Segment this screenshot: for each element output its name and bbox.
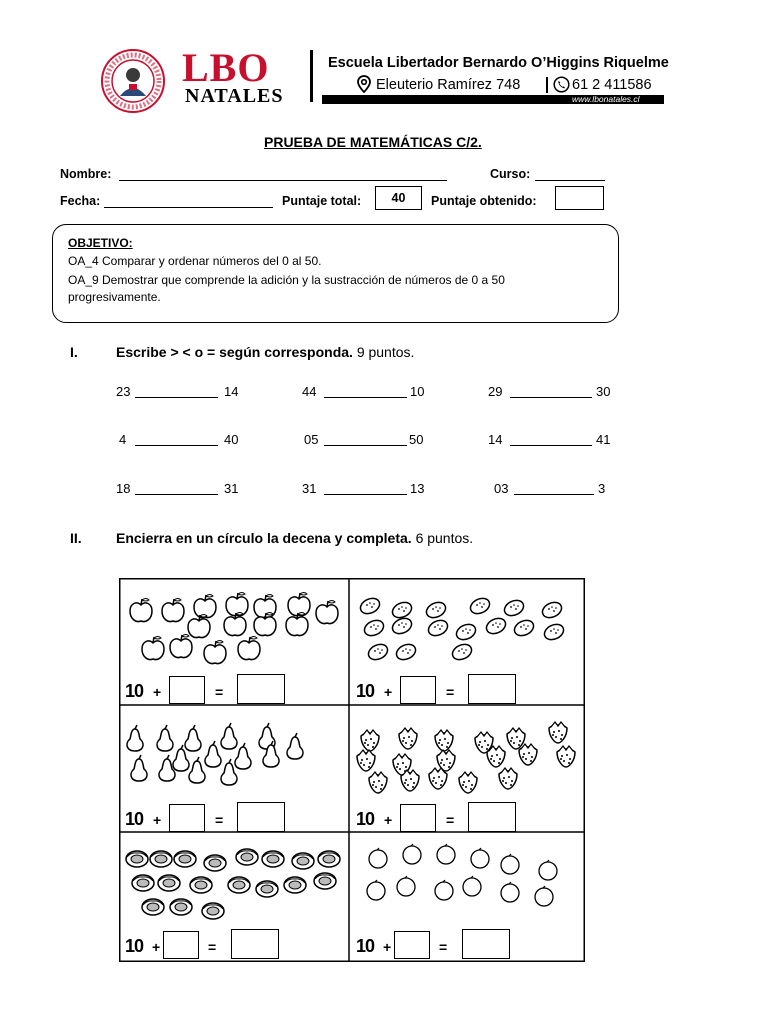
compare-answer-blank[interactable] <box>324 494 407 495</box>
school-website: www.lbonatales.cl <box>572 94 640 104</box>
flower-icon <box>158 875 180 891</box>
orange-icon <box>369 848 387 868</box>
strawberry-icon <box>519 744 537 765</box>
apple-icon <box>162 599 184 622</box>
total-answer-box[interactable] <box>231 929 279 959</box>
ten-label: 10 <box>356 681 375 701</box>
total-answer-box[interactable] <box>237 802 285 832</box>
fruit-group[interactable] <box>350 833 580 927</box>
flower-icon <box>132 875 154 891</box>
fruit-cell <box>119 578 349 705</box>
flower-icon <box>256 881 278 897</box>
compare-answer-blank[interactable] <box>135 445 218 446</box>
compare-left-number: 03 <box>494 481 509 496</box>
logo-text: LBO <box>182 45 270 90</box>
strawberry-icon <box>369 772 387 793</box>
pear-icon <box>157 725 173 751</box>
compare-right-number: 13 <box>410 481 425 496</box>
objective-line: progresivamente. <box>68 290 161 304</box>
orange-icon <box>435 880 453 900</box>
compare-left-number: 29 <box>488 384 503 399</box>
total-score-value: 40 <box>391 191 406 205</box>
flower-icon <box>284 877 306 893</box>
total-answer-box[interactable] <box>462 929 510 959</box>
pear-icon <box>185 725 201 751</box>
section-2-number: II. <box>70 530 82 546</box>
fruit-cell <box>350 578 580 705</box>
fruit-counting-grid <box>119 578 585 962</box>
compare-left-number: 14 <box>488 432 503 447</box>
compare-answer-blank[interactable] <box>510 445 592 446</box>
compare-answer-blank[interactable] <box>135 397 218 398</box>
obtained-score-label: Puntaje obtenido: <box>431 194 537 208</box>
flower-icon <box>142 899 164 915</box>
lemon-icon <box>468 595 492 616</box>
compare-answer-blank[interactable] <box>510 397 592 398</box>
objective-line: OA_9 Demostrar que comprende la adición y la sustracción de números de 0 a 50 <box>68 273 505 287</box>
apple-icon <box>194 595 216 618</box>
compare-right-number: 31 <box>224 481 239 496</box>
strawberry-icon <box>499 768 517 789</box>
flower-icon <box>174 851 196 867</box>
total-answer-box[interactable] <box>468 802 516 832</box>
flower-icon <box>314 873 336 889</box>
fruit-cell <box>350 706 580 833</box>
flower-icon <box>228 877 250 893</box>
strawberry-icon <box>437 750 455 771</box>
apple-icon <box>316 601 338 624</box>
compare-right-number: 30 <box>596 384 611 399</box>
strawberry-icon <box>459 772 477 793</box>
lemon-icon <box>358 595 382 616</box>
course-field[interactable] <box>535 180 605 181</box>
ten-label: 10 <box>125 681 144 701</box>
strawberry-icon <box>357 750 375 771</box>
lemon-icon <box>542 621 566 642</box>
compare-left-number: 44 <box>302 384 317 399</box>
pear-icon <box>131 755 147 781</box>
compare-right-number: 14 <box>224 384 239 399</box>
obtained-score-box[interactable] <box>555 186 604 210</box>
contact-divider <box>546 77 548 93</box>
apple-icon <box>238 637 260 660</box>
addend-answer-box[interactable] <box>400 804 436 832</box>
lemon-icon <box>502 597 526 618</box>
compare-answer-blank[interactable] <box>324 445 407 446</box>
flower-icon <box>202 903 224 919</box>
lemon-icon <box>484 615 508 636</box>
school-address: Eleuterio Ramírez 748 <box>376 77 521 93</box>
plus-sign: + <box>384 684 393 700</box>
apple-icon <box>286 613 308 636</box>
plus-sign: + <box>383 939 392 955</box>
compare-left-number: 18 <box>116 481 131 496</box>
header-divider <box>310 50 313 102</box>
plus-sign: + <box>152 939 161 955</box>
lemon-icon <box>424 599 448 620</box>
strawberry-icon <box>435 730 453 751</box>
objective-line: OA_4 Comparar y ordenar números del 0 al 50. <box>68 254 322 268</box>
orange-icon <box>471 848 489 868</box>
school-seal-logo <box>100 48 166 114</box>
course-label: Curso: <box>490 167 531 181</box>
strawberry-icon <box>361 730 379 751</box>
apple-icon <box>288 593 310 616</box>
equals-sign: = <box>446 812 455 828</box>
lemon-icon <box>390 615 414 636</box>
equals-sign: = <box>439 939 448 955</box>
lemon-icon <box>450 641 474 662</box>
orange-icon <box>501 882 519 902</box>
apple-icon <box>226 593 248 616</box>
ten-label: 10 <box>356 936 375 956</box>
flower-icon <box>318 851 340 867</box>
total-score-label: Puntaje total: <box>282 194 362 208</box>
strawberry-icon <box>557 746 575 767</box>
strawberry-icon <box>401 770 419 791</box>
compare-left-number: 23 <box>116 384 131 399</box>
lemon-icon <box>362 617 386 638</box>
apple-icon <box>170 635 192 658</box>
fruit-group[interactable] <box>119 578 349 672</box>
addend-answer-box[interactable] <box>169 676 205 704</box>
apple-icon <box>224 613 246 636</box>
pear-icon <box>221 723 237 749</box>
school-phone: 61 2 411586 <box>572 77 652 93</box>
addend-answer-box[interactable] <box>400 676 436 704</box>
lemon-icon <box>390 599 414 620</box>
apple-icon <box>142 637 164 660</box>
strawberry-icon <box>507 728 525 749</box>
flower-icon <box>292 853 314 869</box>
pear-icon <box>205 741 221 767</box>
fruit-group[interactable] <box>119 833 349 927</box>
section-1-instruction <box>116 343 414 361</box>
orange-icon <box>535 886 553 906</box>
lemon-icon <box>366 641 390 662</box>
flower-icon <box>236 849 258 865</box>
section-1-text: Escribe > < o = según corresponda. <box>116 344 353 360</box>
apple-icon <box>130 599 152 622</box>
name-field[interactable] <box>119 180 447 181</box>
compare-right-number: 50 <box>409 432 424 447</box>
compare-left-number: 31 <box>302 481 317 496</box>
ten-label: 10 <box>356 809 375 829</box>
fruit-group[interactable] <box>119 706 349 800</box>
school-name: Escuela Libertador Bernardo O’Higgins Riquelme <box>328 55 669 71</box>
compare-left-number: 4 <box>119 432 127 447</box>
orange-icon <box>437 844 455 864</box>
pear-icon <box>189 757 205 783</box>
addend-answer-box[interactable] <box>163 931 199 959</box>
flower-icon <box>126 851 148 867</box>
compare-right-number: 41 <box>596 432 611 447</box>
lemon-icon <box>454 621 478 642</box>
equals-sign: = <box>215 812 224 828</box>
ten-label: 10 <box>125 809 144 829</box>
fruit-cell <box>350 833 580 960</box>
section-1-number: I. <box>70 344 78 360</box>
pear-icon <box>159 755 175 781</box>
section-2-points: 6 puntos. <box>415 530 474 546</box>
strawberry-icon <box>429 768 447 789</box>
flower-icon <box>204 855 226 871</box>
lemon-icon <box>426 617 450 638</box>
strawberry-icon <box>549 722 567 743</box>
orange-icon <box>463 876 481 896</box>
logo-subtext: NATALES <box>185 85 284 107</box>
flower-icon <box>170 899 192 915</box>
plus-sign: + <box>153 812 162 828</box>
flower-icon <box>150 851 172 867</box>
orange-icon <box>539 860 557 880</box>
fruit-cell <box>119 833 349 960</box>
fruit-cell <box>119 706 349 833</box>
objective-heading: OBJETIVO: <box>68 236 133 250</box>
page-title: PRUEBA DE MATEMÁTICAS C/2. <box>264 134 482 150</box>
compare-right-number: 40 <box>224 432 239 447</box>
pear-icon <box>127 725 143 751</box>
pear-icon <box>287 733 303 759</box>
equals-sign: = <box>215 684 224 700</box>
total-answer-box[interactable] <box>468 674 516 704</box>
pear-icon <box>235 743 251 769</box>
strawberry-icon <box>487 746 505 767</box>
equals-sign: = <box>446 684 455 700</box>
lemon-icon <box>512 617 536 638</box>
section-1-points: 9 puntos. <box>356 344 415 360</box>
orange-icon <box>501 854 519 874</box>
strawberry-icon <box>399 728 417 749</box>
date-field[interactable] <box>104 207 273 208</box>
compare-right-number: 10 <box>410 384 425 399</box>
plus-sign: + <box>153 684 162 700</box>
compare-answer-blank[interactable] <box>324 397 407 398</box>
plus-sign: + <box>384 812 393 828</box>
section-2-text: Encierra en un círculo la decena y completa. <box>116 530 412 546</box>
date-label: Fecha: <box>60 194 101 208</box>
equals-sign: = <box>208 939 217 955</box>
compare-answer-blank[interactable] <box>514 494 594 495</box>
name-label: Nombre: <box>60 167 112 181</box>
fruit-group[interactable] <box>350 706 580 800</box>
compare-right-number: 3 <box>598 481 606 496</box>
orange-icon <box>367 880 385 900</box>
section-2-instruction <box>116 529 473 547</box>
compare-answer-blank[interactable] <box>135 494 218 495</box>
apple-icon <box>204 641 226 664</box>
total-score-box <box>375 186 422 210</box>
total-answer-box[interactable] <box>237 674 285 704</box>
addend-answer-box[interactable] <box>394 931 430 959</box>
compare-left-number: 05 <box>304 432 319 447</box>
lemon-icon <box>540 599 564 620</box>
flower-icon <box>262 851 284 867</box>
orange-icon <box>403 844 421 864</box>
fruit-group[interactable] <box>350 578 580 672</box>
lemon-icon <box>394 641 418 662</box>
ten-label: 10 <box>125 936 144 956</box>
flower-icon <box>190 877 212 893</box>
orange-icon <box>397 876 415 896</box>
addend-answer-box[interactable] <box>169 804 205 832</box>
